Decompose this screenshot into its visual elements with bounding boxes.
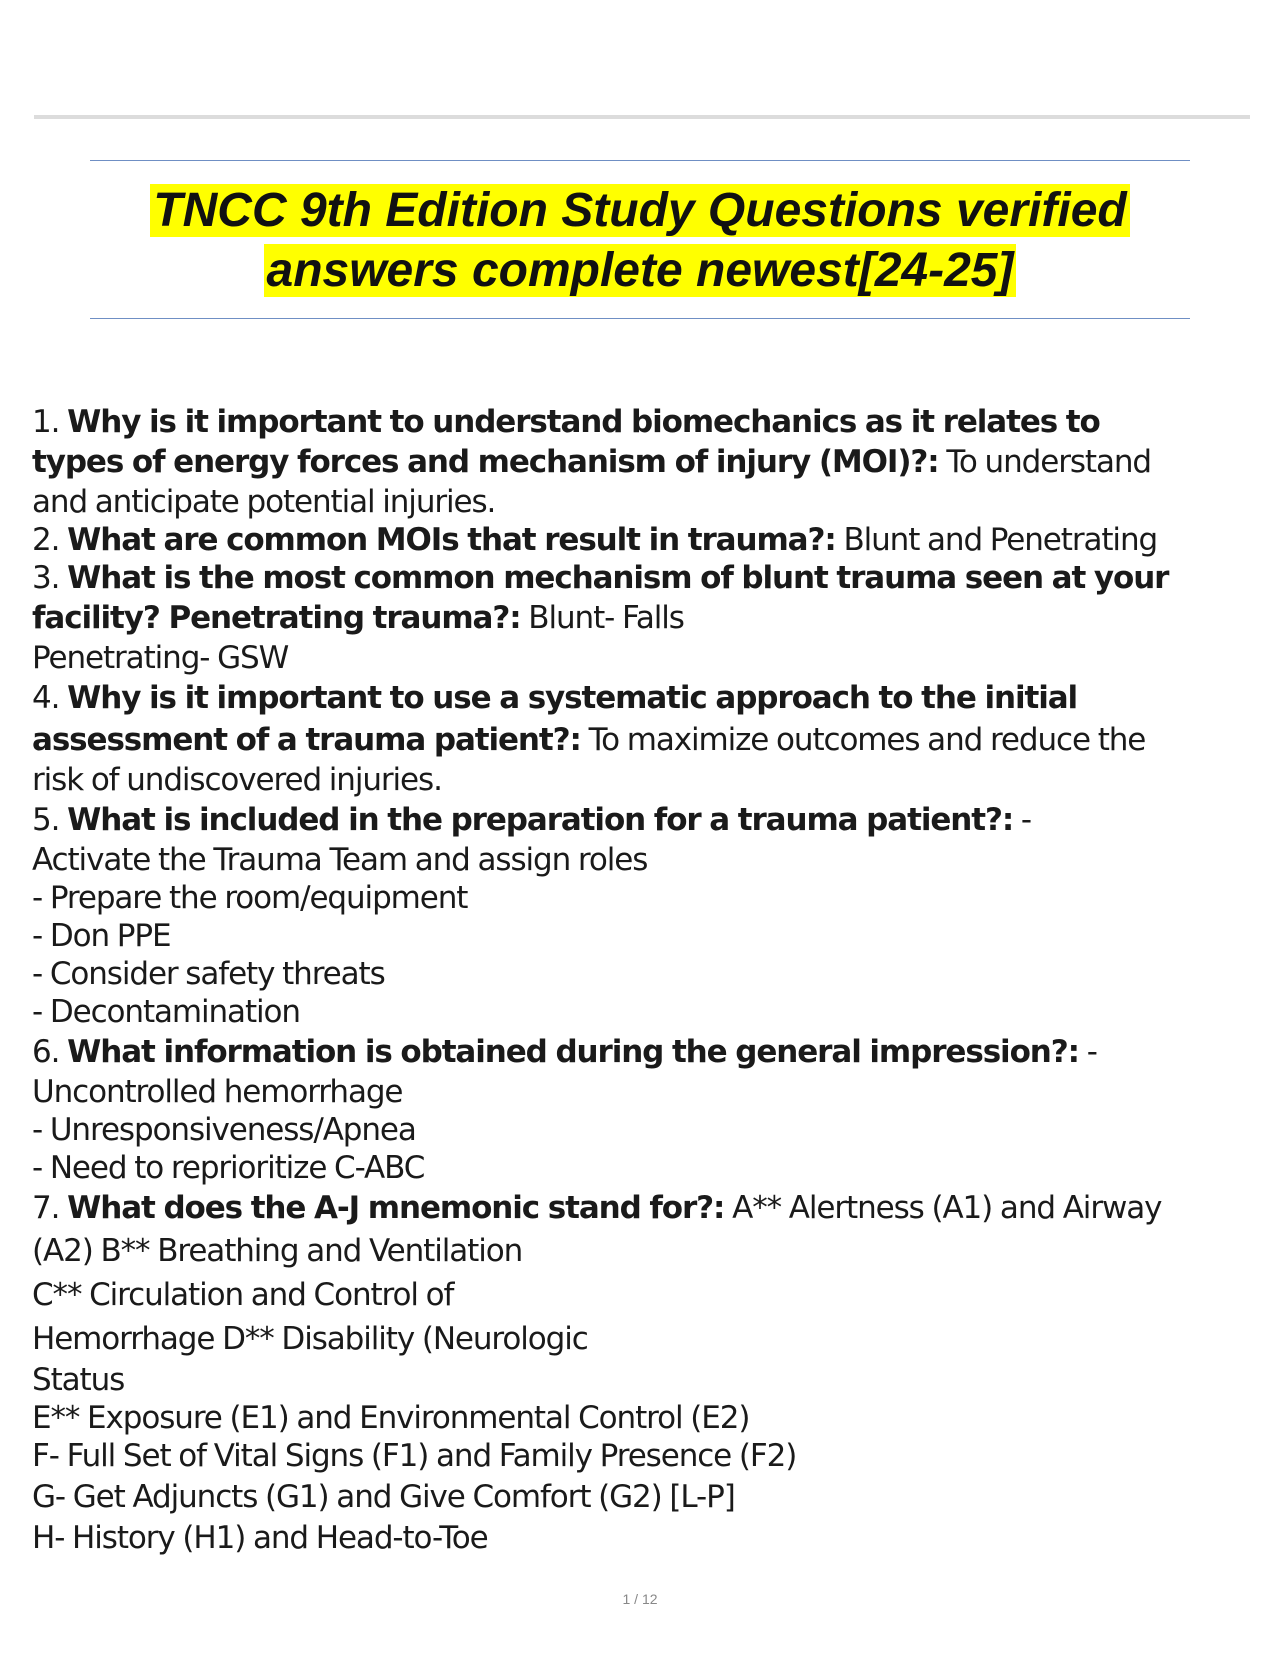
title-line-1: TNCC 9th Edition Study Questions verified <box>150 184 1129 237</box>
page-number: 1 / 12 <box>622 1591 658 1607</box>
question-list <box>32 403 1262 1557</box>
question-text: What are common MOIs that result in trauma?: <box>67 522 836 558</box>
question-number: 2. <box>32 522 60 558</box>
answer-line: H- History (H1) and Head-to-Toe <box>32 1520 488 1556</box>
title-bottom-rule <box>90 318 1190 319</box>
answer-line: Activate the Trauma Team and assign roles <box>32 842 648 878</box>
page-top-divider <box>34 115 1250 119</box>
answer-text: Blunt and Penetrating <box>843 522 1158 558</box>
answer-text: - <box>1086 1034 1097 1070</box>
question-number: 4. <box>32 680 60 716</box>
question-item-7 <box>32 1187 1262 1557</box>
answer-text: To maximize outcomes and reduce the <box>588 722 1146 758</box>
question-number: 3. <box>32 560 60 596</box>
question-item-2 <box>32 521 1262 559</box>
question-text: What is the most common mechanism of blunt trauma seen at your <box>67 560 1169 596</box>
answer-text: Penetrating- GSW <box>32 640 289 676</box>
question-text: What is included in the preparation for a trauma patient?: <box>67 802 1014 838</box>
answer-text: - <box>1020 802 1031 838</box>
question-text: facility? Penetrating trauma?: <box>32 600 521 636</box>
answer-line: Uncontrolled hemorrhage <box>32 1074 403 1110</box>
title-line-2: answers complete newest[24-25] <box>264 244 1017 297</box>
question-number: 7. <box>32 1190 60 1226</box>
question-text: assessment of a trauma patient?: <box>32 722 581 758</box>
answer-line: F- Full Set of Vital Signs (F1) and Family Presence (F2) <box>32 1438 797 1474</box>
answer-line: - Don PPE <box>32 918 171 954</box>
answer-line: - Need to reprioritize C-ABC <box>32 1150 425 1186</box>
question-text: Why is it important to understand biomechanics as it relates to <box>67 404 1100 440</box>
answer-text: To understand <box>946 444 1151 480</box>
answer-line: - Unresponsiveness/Apnea <box>32 1112 416 1148</box>
answer-line: (A2) B** Breathing and Ventilation <box>32 1233 523 1269</box>
question-item-5 <box>32 799 1262 1031</box>
answer-text: Blunt- Falls <box>528 600 684 636</box>
answer-line: Hemorrhage D** Disability (Neurologic <box>32 1321 588 1357</box>
question-text: types of energy forces and mechanism of injury (MOI)?: <box>32 444 939 480</box>
title-top-rule <box>90 160 1190 161</box>
question-text: Why is it important to use a systematic approach to the initial <box>67 680 1078 716</box>
question-number: 5. <box>32 802 60 838</box>
question-item-1 <box>32 403 1262 521</box>
question-number: 1. <box>32 404 60 440</box>
answer-line: G- Get Adjuncts (G1) and Give Comfort (G2) [L-P] <box>32 1479 735 1515</box>
answer-line: - Decontamination <box>32 994 300 1030</box>
answer-line: E** Exposure (E1) and Environmental Control (E2) <box>32 1400 750 1436</box>
question-text: What information is obtained during the general impression?: <box>67 1034 1079 1070</box>
answer-line: - Prepare the room/equipment <box>32 880 468 916</box>
answer-line: C** Circulation and Control of <box>32 1277 454 1313</box>
document-title <box>90 181 1190 301</box>
question-item-6 <box>32 1031 1262 1187</box>
answer-text: and anticipate potential injuries. <box>32 484 496 520</box>
answer-text: risk of undiscovered injuries. <box>32 762 442 798</box>
question-number: 6. <box>32 1034 60 1070</box>
answer-line: - Consider safety threats <box>32 956 385 992</box>
question-item-3 <box>32 559 1262 677</box>
question-item-4 <box>32 677 1262 799</box>
question-text: What does the A-J mnemonic stand for?: <box>67 1190 725 1226</box>
answer-text: A** Alertness (A1) and Airway <box>732 1190 1162 1226</box>
answer-line: Status <box>32 1362 125 1398</box>
